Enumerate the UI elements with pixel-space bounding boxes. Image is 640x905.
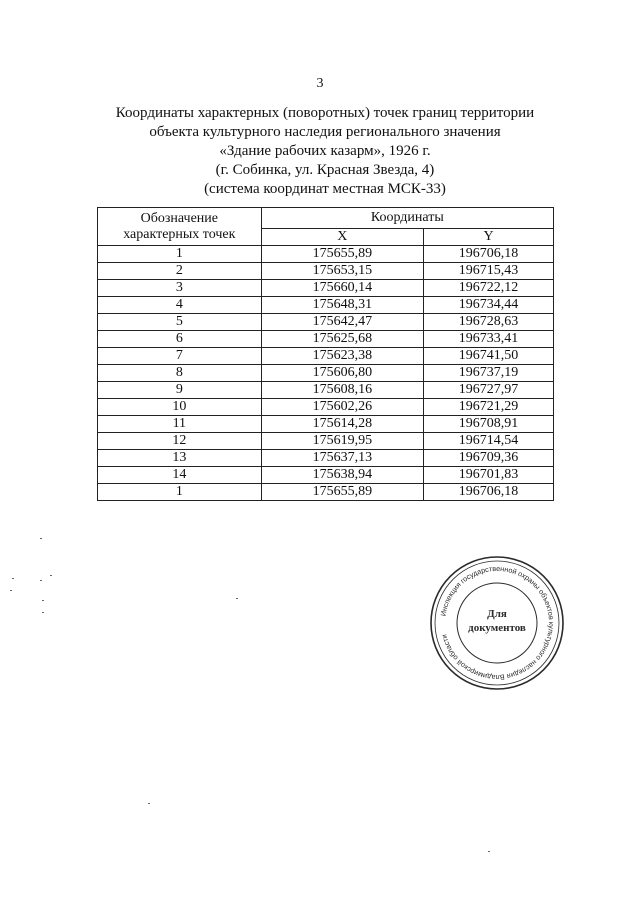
- title-line: (г. Собинка, ул. Красная Звезда, 4): [215, 162, 435, 178]
- table-row: [98, 263, 554, 280]
- title-line: Координаты характерных (поворотных) точек границ территории: [115, 105, 535, 121]
- header-coordinates: Координаты: [261, 208, 553, 229]
- scan-speck: [12, 578, 14, 579]
- y-cell: 196721,29: [424, 399, 554, 416]
- x-cell: 175638,94: [261, 467, 423, 484]
- header-y: Y: [424, 229, 554, 246]
- table-row: [98, 331, 554, 348]
- point-cell: 6: [98, 331, 262, 348]
- scan-speck: [40, 580, 42, 581]
- point-cell: 10: [98, 399, 262, 416]
- table-row: [98, 467, 554, 484]
- y-cell: 196706,18: [424, 484, 554, 501]
- table-row: [98, 365, 554, 382]
- title-line: (система координат местная МСК-33): [204, 181, 446, 197]
- y-cell: 196706,18: [424, 246, 554, 263]
- coordinates-table: [97, 207, 554, 501]
- x-cell: 175619,95: [261, 433, 423, 450]
- table-row: [98, 280, 554, 297]
- y-cell: 196709,36: [424, 450, 554, 467]
- scan-speck: [236, 598, 238, 599]
- document-title: [80, 104, 570, 199]
- y-cell: 196727,97: [424, 382, 554, 399]
- table-row: [98, 484, 554, 501]
- point-cell: 2: [98, 263, 262, 280]
- scan-speck: [148, 803, 150, 804]
- header-x: X: [261, 229, 423, 246]
- x-cell: 175642,47: [261, 314, 423, 331]
- point-cell: 1: [98, 484, 262, 501]
- y-cell: 196708,91: [424, 416, 554, 433]
- x-cell: 175623,38: [261, 348, 423, 365]
- point-cell: 7: [98, 348, 262, 365]
- official-stamp: [427, 553, 567, 693]
- title-line: объекта культурного наследия регионального значения: [149, 124, 501, 140]
- table-row: [98, 399, 554, 416]
- point-cell: 1: [98, 246, 262, 263]
- table-body: [98, 246, 554, 501]
- y-cell: 196733,41: [424, 331, 554, 348]
- y-cell: 196741,50: [424, 348, 554, 365]
- point-cell: 5: [98, 314, 262, 331]
- x-cell: 175606,80: [261, 365, 423, 382]
- y-cell: 196734,44: [424, 297, 554, 314]
- y-cell: 196737,19: [424, 365, 554, 382]
- scan-speck: [40, 538, 42, 539]
- title-line: «Здание рабочих казарм», 1926 г.: [219, 143, 431, 159]
- page-number: 3: [316, 76, 324, 91]
- x-cell: 175608,16: [261, 382, 423, 399]
- scan-speck: [488, 851, 490, 852]
- x-cell: 175625,68: [261, 331, 423, 348]
- table-row: [98, 416, 554, 433]
- x-cell: 175614,28: [261, 416, 423, 433]
- point-cell: 11: [98, 416, 262, 433]
- stamp-center-text-2: документов: [468, 622, 526, 634]
- point-cell: 14: [98, 467, 262, 484]
- scan-speck: [42, 612, 44, 613]
- x-cell: 175637,13: [261, 450, 423, 467]
- point-cell: 8: [98, 365, 262, 382]
- table-row: [98, 314, 554, 331]
- header-point-designation: [98, 208, 262, 246]
- point-cell: 9: [98, 382, 262, 399]
- x-cell: 175602,26: [261, 399, 423, 416]
- y-cell: 196701,83: [424, 467, 554, 484]
- point-cell: 13: [98, 450, 262, 467]
- table-row: [98, 297, 554, 314]
- point-cell: 4: [98, 297, 262, 314]
- header-point-line: характерных точек: [123, 226, 236, 242]
- y-cell: 196722,12: [424, 280, 554, 297]
- table-row: [98, 450, 554, 467]
- x-cell: 175655,89: [261, 484, 423, 501]
- table-row: [98, 433, 554, 450]
- x-cell: 175653,15: [261, 263, 423, 280]
- y-cell: 196715,43: [424, 263, 554, 280]
- table-row: [98, 348, 554, 365]
- table-row: [98, 246, 554, 263]
- x-cell: 175655,89: [261, 246, 423, 263]
- header-point-line: Обозначение: [140, 210, 219, 226]
- point-cell: 3: [98, 280, 262, 297]
- y-cell: 196714,54: [424, 433, 554, 450]
- table-row: [98, 382, 554, 399]
- scan-speck: [50, 575, 52, 576]
- stamp-center-text-1: Для: [487, 608, 507, 620]
- scan-speck: [42, 600, 44, 601]
- x-cell: 175648,31: [261, 297, 423, 314]
- y-cell: 196728,63: [424, 314, 554, 331]
- stamp-ring-text: Инспекция государственной охраны объектов культурного наследия Владимирской области: [438, 563, 557, 683]
- x-cell: 175660,14: [261, 280, 423, 297]
- point-cell: 12: [98, 433, 262, 450]
- scan-speck: [10, 590, 12, 591]
